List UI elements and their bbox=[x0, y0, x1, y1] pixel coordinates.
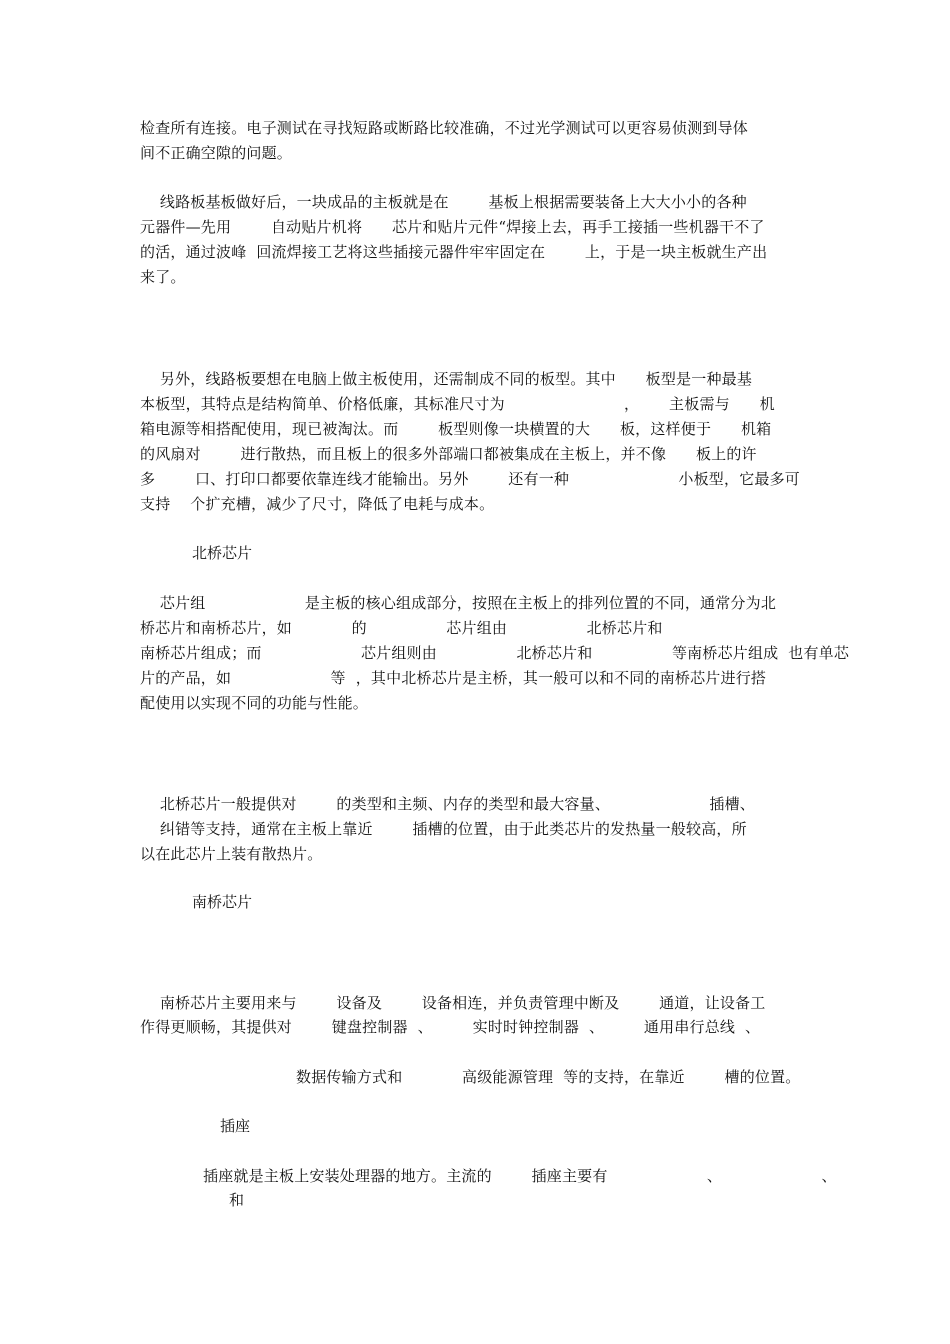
paragraph-line: 纠错等支持，通常在主板上靠近 插槽的位置，由于此类芯片的发热量一般较高，所 bbox=[140, 820, 747, 838]
section-heading-socket: 插座 bbox=[220, 1117, 251, 1135]
paragraph-line: 另外，线路板要想在电脑上做主板使用，还需制成不同的板型。其中 板型是一种最基 bbox=[140, 370, 753, 388]
paragraph-line: 数据传输方式和 高级能源管理 等的支持，在靠近 槽的位置。 bbox=[296, 1068, 801, 1086]
paragraph-line: 和 bbox=[229, 1191, 245, 1209]
paragraph-line: 箱电源等相搭配使用，现已被淘汰。而 板型则像一块横置的大 板，这样便于 机箱 bbox=[140, 420, 772, 438]
paragraph-line: 支持 个扩充槽，减少了尺寸，降低了电耗与成本。 bbox=[140, 495, 495, 513]
paragraph-line: 线路板基板做好后，一块成品的主板就是在 基板上根据需要装备上大大小小的各种 bbox=[140, 193, 747, 211]
paragraph-line: 芯片组 是主板的核心组成部分，按照在主板上的排列位置的不同，通常分为北 bbox=[140, 594, 777, 612]
paragraph-line: 多 口、打印口都要依靠连线才能输出。另外 还有一种 小板型，它最多可 bbox=[140, 470, 800, 488]
section-heading-south-bridge: 南桥芯片 bbox=[192, 893, 253, 911]
paragraph-line: 的活，通过波峰 回流焊接工艺将这些插接元器件牢牢固定在 上，于是一块主板就生产出 bbox=[140, 243, 768, 261]
paragraph-line: 检查所有连接。电子测试在寻找短路或断路比较准确，不过光学测试可以更容易侦测到导体 bbox=[140, 119, 749, 137]
paragraph-line: 作得更顺畅，其提供对 键盘控制器 、 实时时钟控制器 、 通用串行总线 、 bbox=[140, 1018, 761, 1036]
paragraph-line: 南桥芯片主要用来与 设备及 设备相连，并负责管理中断及 通道，让设备工 bbox=[140, 994, 766, 1012]
paragraph-line: 间不正确空隙的问题。 bbox=[140, 144, 293, 162]
paragraph-line: 北桥芯片一般提供对 的类型和主频、内存的类型和最大容量、 插槽、 bbox=[140, 795, 755, 813]
paragraph-line: 片的产品，如 等 ，其中北桥芯片是主桥，其一般可以和不同的南桥芯片进行搭 bbox=[140, 669, 767, 687]
paragraph-line: 配使用以实现不同的功能与性能。 bbox=[140, 694, 369, 712]
paragraph-line: 本板型，其特点是结构简单、价格低廉，其标准尺寸为 ， 主板需与 机 bbox=[140, 395, 775, 413]
paragraph-line: 桥芯片和南桥芯片，如 的 芯片组由 北桥芯片和 bbox=[140, 619, 663, 637]
section-heading-north-bridge: 北桥芯片 bbox=[192, 544, 253, 562]
paragraph-line: 来了。 bbox=[140, 268, 186, 286]
paragraph-line: 的风扇对 进行散热，而且板上的很多外部端口都被集成在主板上，并不像 板上的许 bbox=[140, 445, 757, 463]
paragraph-line: 南桥芯片组成；而 芯片组则由 北桥芯片和 等南桥芯片组成 也有单芯 bbox=[140, 644, 850, 662]
paragraph-line: 以在此芯片上装有散热片。 bbox=[140, 845, 323, 863]
paragraph-line: 插座就是主板上安装处理器的地方。主流的 插座主要有 、 、 bbox=[203, 1167, 837, 1185]
paragraph-line: 元器件—先用 自动贴片机将 芯片和贴片元件“焊接上去，再手工接插一些机器干不了 bbox=[140, 218, 765, 236]
